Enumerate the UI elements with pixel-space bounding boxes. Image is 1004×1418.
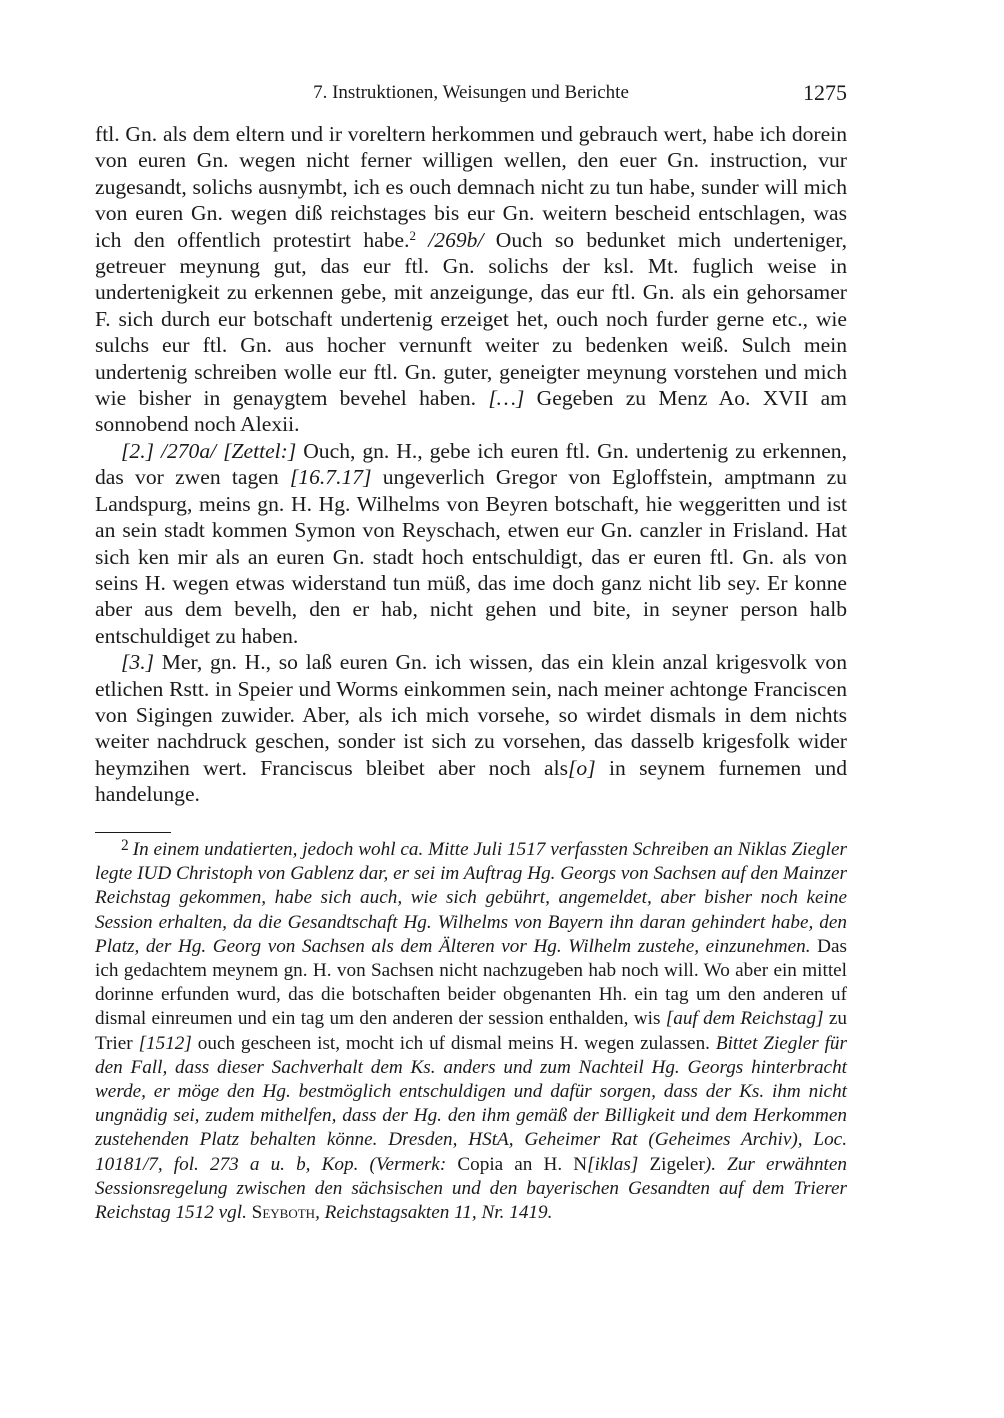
p3-text-4: in seynem furnemen und handelunge.: [95, 755, 847, 807]
fn-text-1: In einem undatierten, jedoch wohl ca. Mitte Juli 1517 verfassten Schreiben an Niklas Ziegler legte IUD Christoph von Gablenz dar, er sei im Auftrag Hg. Georgs von Sachsen auf den Mainzer Reichstag gekommen, habe sich auch, wie sich gebührt, angemeldet, aber bisher noch keine Session erhalten, da die Gesandtschaft Hg. Wilhelms von Bayern ihn daran gehindert habe, den Platz, der Hg. Georg von Sachsen als dem Älteren vor Hg. Wilhelm zustehe, einzunehmen.: [95, 839, 847, 957]
p1-text-3: Ouch so bedunket mich underteniger, getreuer meynung gut, das eur ftl. Gn. solichs der ksl. Mt. fuglich weise in undertenigkeit zu erkennen gebe, mit anzeigunge, das eur ftl. Gn. als ein gehorsamer F. sich durch eur botschaft undertenig erzeiget het, ouch noch furder gerne etc., wie sulchs eur ftl. Gn. aus hocher vernunft weiter zu bedenken weiß. Sulch mein undertenig schreiben wolle eur ftl. Gn. guter, geneigter meynung vorstehen und mich wie bisher in genaygtem bevehel haben.: [95, 227, 847, 411]
running-title: 7. Instruktionen, Weisungen und Berichte: [313, 82, 629, 103]
body-text: [95, 121, 847, 808]
fn-text-5: [1512]: [138, 1032, 192, 1054]
paragraph-3: [95, 649, 847, 807]
fn-text-6: ouch gescheen ist, mocht ich uf dismal meins H. wegen zulassen.: [191, 1032, 710, 1054]
p2-text-2: Ouch, gn. H., gebe ich euren ftl. Gn. undertenig zu erkennen, das vor zwen tagen: [95, 438, 847, 490]
fn-text-13: , Reichstagsakten 11, Nr. 1419.: [315, 1202, 553, 1224]
fn-text-4: zu Trier: [95, 1008, 847, 1054]
footnote-divider: [95, 832, 171, 833]
page-number: 1275: [803, 80, 847, 105]
p3-text-2: Mer, gn. H., so laß euren Gn. ich wissen, das ein klein anzal krigesvolk von etlichen Rstt. in Speier und Worms einkommen sein, nach meiner achtonge Franciscen von Sigingen zuwider. Aber, als ich mich vorsehe, so wirdet dismals in dem nichts weiter nachdruck geschen, sonder ist sich zu vorsehen, das dasselb krigesfolk wider heymzihen wert. Franciscus bleibet aber noch als: [95, 650, 847, 780]
p3-editorial-marker: [o]: [568, 755, 596, 780]
p1-text-5: Gegeben zu Menz Ao. XVII am sonnobend noch Alexii.: [95, 386, 847, 437]
paragraph-1: [95, 121, 847, 438]
fn-text-2: Das ich gedachtem meynem gn. H. von Sachsen nicht nachzugeben hab noch will. Wo aber ein mittel dorinne erfunden wurd, das die botschaften beider obgenanten Hh. ein tag um den anderen uf dismal einreumen und ein tag um den anderen der session enthalden, wis: [95, 935, 847, 1030]
p1-folio-marker: /269b/: [415, 227, 484, 252]
fn-text-11: ). Zur erwähnten Sessionsregelung zwischen den sächsischen und den bayerischen Gesandten auf dem Trierer Reichstag 1512 vgl.: [95, 1153, 847, 1224]
fn-text-10: Zigeler: [638, 1153, 705, 1175]
fn-text-7: Bittet Ziegler für den Fall, dass dieser Sachverhalt dem Ks. anders und zum Nachteil Hg. Georgs hinterbracht werde, er möge den Hg. bestmöglich entschuldigen und dafür sorgen, dass der Ks. ihm nicht ungnädig sei, zudem mithelfen, dass der Hg. den ihm gemäß der Billigkeit und dem Herkommen zustehenden Platz behalten könne. Dresden, HStA, Geheimer Rat (Geheimes Archiv), Loc. 10181/7, fol. 273 a u. b, Kop. (Vermerk:: [95, 1032, 847, 1175]
fn-text-8: Copia an H. N: [446, 1153, 588, 1175]
footnotes: [95, 838, 847, 1225]
p2-date-marker: [16.7.17]: [289, 465, 372, 490]
paragraph-2: [95, 438, 847, 649]
footnote-number: 2: [121, 837, 129, 855]
fn-text-3: [auf dem Reichstag]: [665, 1008, 824, 1030]
p2-text-4: ungeverlich Gregor von Egloffstein, amptmann zu Landspurg, meins gn. H. Hg. Wilhelms von Beyren botschaft, hie weggeritten und ist an sein stadt kommen Symon von Reyschach, etwen eur Gn. canzler in Frisland. Hat sich ken mir als an euren Gn. stadt hoch entschuldigt, das er euren ftl. Gn. als von seins H. wegen etwas widerstand tun müß, das ime doch ganz nicht lib sey. Er konne aber aus dem bevelh, den er hab, nicht gehen und bite, in seyner person halb entschuldiget zu haben.: [95, 465, 847, 648]
p3-section-marker: [3.]: [121, 650, 155, 675]
p2-section-marker: [2.] /270a/ [Zettel:]: [121, 438, 297, 463]
running-head: [95, 80, 847, 106]
p1-text-1: ftl. Gn. als dem eltern und ir voreltern herkommen und gebrauch wert, habe ich dorein von euren Gn. wegen nicht ferner willigen wellen, den euer Gn. instruction, vur zugesandt, solichs ausnymbt, ich es ouch demnach nicht zu tun habe, sunder will mich von euren Gn. wegen diß reichstages bis eur Gn. weitern bescheid entschlagen, was ich den offentlich protestirt habe.: [95, 122, 847, 252]
p1-omission-marker: […]: [488, 386, 525, 411]
fn-text-9: [iklas]: [587, 1153, 639, 1175]
fn-author-name: Seyboth: [251, 1202, 316, 1224]
footnote-reference: 2: [409, 227, 416, 243]
footnote-2: [95, 838, 847, 1225]
